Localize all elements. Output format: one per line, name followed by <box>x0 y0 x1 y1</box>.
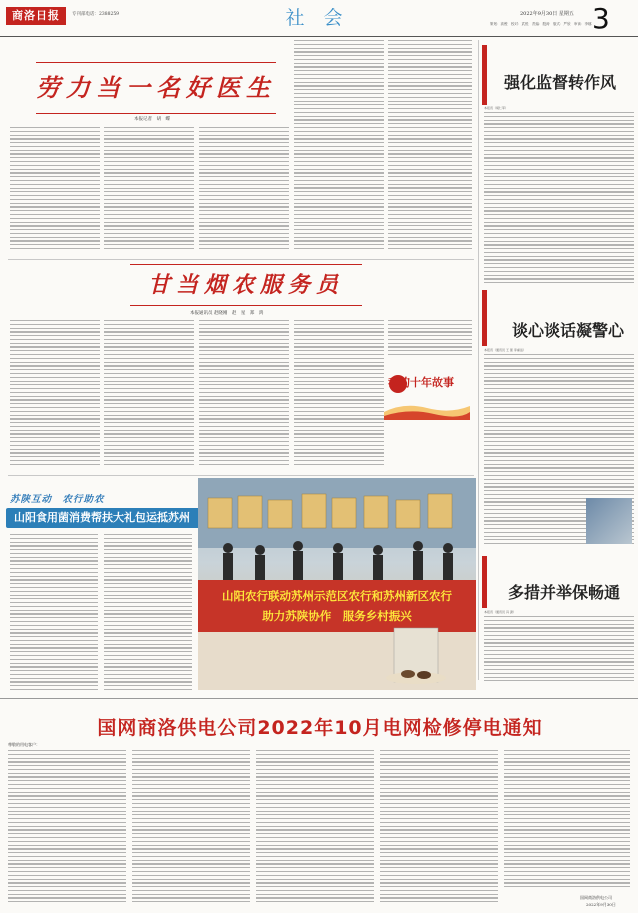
photo-banner-line2: 助力苏陕协作 服务乡村振兴 <box>262 609 412 623</box>
masthead <box>0 0 638 42</box>
story3-kicker: 苏陕互动 农行助农 <box>10 494 105 505</box>
sidebar-title-3: 多措并举保畅通 <box>508 583 621 602</box>
story1-byline: 本报记者 胡 蝶 <box>134 117 170 122</box>
tagline: 专刊部电话：2388259 <box>72 12 120 17</box>
story2-byline: 本报通讯员 赵晓刚 赵 星 郑 鸿 <box>190 311 264 316</box>
page-number: 3 <box>592 2 610 35</box>
sidebar-byline-2: 本报讯（通讯员 王 蕾 李重远） <box>484 348 526 352</box>
ten-year-story-logo <box>384 368 470 420</box>
sidebar-photo <box>586 498 632 544</box>
story1-title: 劳力当一名好医生 <box>36 73 276 102</box>
story3-photo <box>198 478 476 690</box>
notice-date: 2022年9月30日 <box>586 902 616 907</box>
sidebar-byline-3: 本报讯（通讯员 冯 潇） <box>484 610 516 614</box>
photo-banner-line1: 山阳农行联动苏州示范区农行和苏州新区农行 <box>222 589 452 603</box>
sidebar-title-2: 谈心谈话凝警心 <box>512 321 625 340</box>
newspaper-logo: 商洛日报 <box>6 7 66 25</box>
story1-title-box <box>36 62 276 114</box>
story2-title-box <box>130 264 362 306</box>
story2-title: 甘当烟农服务员 <box>147 272 344 298</box>
issue-date: 2022年9月30日 星期五 <box>520 11 574 17</box>
story3-title: 山阳食用菌消费帮扶大礼包运抵苏州 <box>14 511 190 524</box>
notice-title: 国网商洛供电公司2022年10月电网检修停电通知 <box>97 717 543 739</box>
sidebar-byline-1: 本报讯（胡仁军） <box>484 106 509 110</box>
section-label: 社 会 <box>285 7 343 29</box>
ten-year-story-text: 我的十年故事 <box>388 376 454 389</box>
editor-credits: 策划：高俊 校对：武悦 责编：殷涛 版式：严欣 审读：李娜 <box>490 22 592 26</box>
notice-intro: 尊敬的用电客户： <box>8 742 40 747</box>
notice-signature: 国网商洛供电公司 <box>580 895 612 900</box>
sidebar-title-1: 强化监督转作风 <box>504 73 617 92</box>
